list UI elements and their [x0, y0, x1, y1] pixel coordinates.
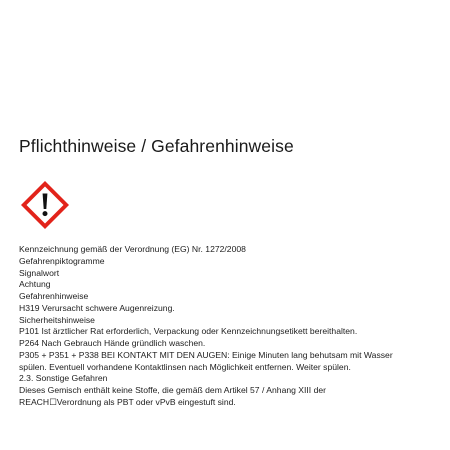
text-line: Gefahrenhinweise	[19, 291, 89, 301]
text-line: P264 Nach Gebrauch Hände gründlich waschen.	[19, 338, 206, 348]
text-line: 2.3. Sonstige Gefahren	[19, 373, 108, 384]
text-line: Gefahrenpiktogramme	[19, 255, 105, 266]
page-title: Pflichthinweise / Gefahrenhinweise	[19, 136, 294, 156]
text-line: P101 Ist ärztlicher Rat erforderlich, Verpackung oder Kennzeichnungsetikett bereithalten.	[19, 326, 358, 337]
exclamation-hazard-icon	[19, 179, 71, 231]
text-line: H319 Verursacht schwere Augenreizung.	[19, 302, 175, 313]
text-line: Dieses Gemisch enthält keine Stoffe, die gemäß dem Artikel 57 / Anhang XIII der	[19, 385, 326, 395]
text-line: Achtung	[19, 279, 51, 290]
text-line: spülen. Eventuell vorhandene Kontaktlinsen nach Möglichkeit entfernen. Weiter spülen.	[19, 361, 351, 372]
hazard-text-block	[19, 244, 439, 409]
text-line: Sicherheitshinweise	[19, 314, 95, 325]
text-line: P305 + P351 + P338 BEI KONTAKT MIT DEN AUGEN: Einige Minuten lang behutsam mit Wasser	[19, 349, 393, 360]
text-line: Signalwort	[19, 267, 60, 278]
text-line: Kennzeichnung gemäß der Verordnung (EG) Nr. 1272/2008	[19, 244, 246, 254]
text-line: REACH☐Verordnung als PBT oder vPvB eingestuft sind.	[19, 396, 236, 407]
